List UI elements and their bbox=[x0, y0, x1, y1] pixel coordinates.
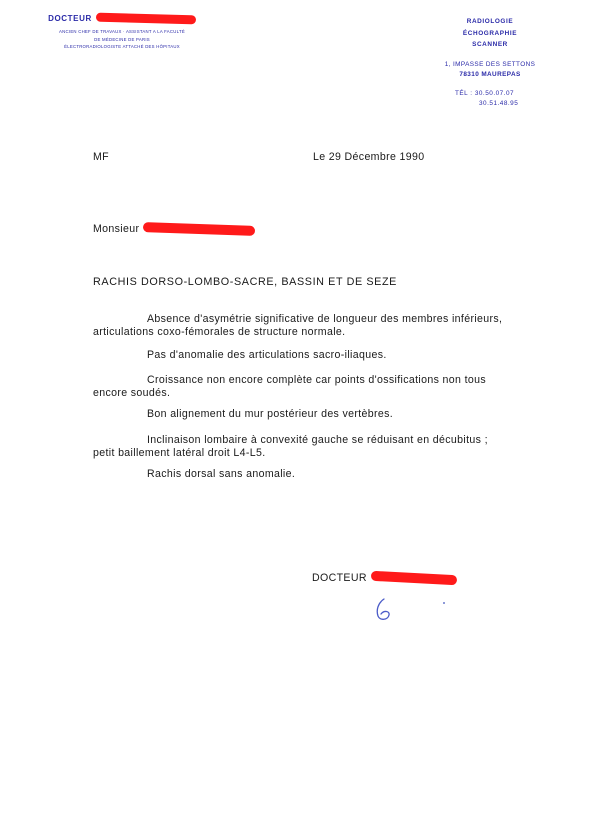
paragraph-line: Bon alignement du mur postérieur des vertèbres. bbox=[147, 408, 394, 420]
paragraph-line: Pas d'anomalie des articulations sacro-iliaques. bbox=[147, 349, 387, 361]
redacted-patient-name bbox=[143, 222, 255, 236]
paragraph-line: Rachis dorsal sans anomalie. bbox=[147, 468, 296, 480]
service-radiologie: RADIOLOGIE bbox=[466, 18, 514, 25]
paragraph-1 bbox=[93, 313, 502, 338]
paragraph-4 bbox=[93, 408, 393, 421]
salutation-line bbox=[93, 223, 255, 236]
paragraph-line: Croissance non encore complète car points d'ossifications non tous bbox=[147, 374, 486, 386]
paragraph-line: Absence d'asymétrie significative de longueur des membres inférieurs, bbox=[147, 313, 503, 325]
signature-line bbox=[312, 572, 457, 585]
ink-dot bbox=[443, 602, 445, 604]
salutation: Monsieur bbox=[93, 223, 140, 235]
doctor-label: DOCTEUR bbox=[48, 14, 92, 23]
redacted-signature-name bbox=[371, 571, 457, 585]
paragraph-line: Inclinaison lombaire à convexité gauche se réduisant en décubitus ; bbox=[147, 434, 488, 446]
phone-number-2: 30.51.48.95 bbox=[479, 100, 519, 107]
paragraph-2 bbox=[93, 349, 387, 362]
signature-label: DOCTEUR bbox=[312, 572, 367, 584]
letterhead-right bbox=[420, 16, 560, 80]
service-echographie: ÉCHOGRAPHIE bbox=[462, 29, 518, 37]
paragraph-line: encore soudés. bbox=[93, 386, 171, 399]
paragraph-6 bbox=[93, 468, 295, 481]
doctor-title-2: DE MÉDECINE DE PARIS bbox=[94, 36, 150, 42]
letterhead-left bbox=[32, 14, 212, 51]
service-scanner: SCANNER bbox=[472, 41, 508, 48]
address-street: 1, IMPASSE DES SETTONS bbox=[444, 60, 536, 68]
address-city: 78310 MAUREPAS bbox=[459, 70, 521, 78]
paragraph-line: petit baillement latéral droit L4-L5. bbox=[93, 446, 266, 459]
report-title: RACHIS DORSO-LOMBO-SACRE, BASSIN ET DE SEZE bbox=[93, 276, 397, 288]
phone-label: TÉL : bbox=[455, 90, 473, 97]
paragraph-5 bbox=[93, 434, 488, 459]
handwritten-signature-mark bbox=[370, 596, 400, 624]
letter-date: Le 29 Décembre 1990 bbox=[313, 151, 425, 163]
redacted-doctor-name bbox=[96, 13, 196, 25]
doctor-name-line bbox=[32, 14, 212, 23]
doctor-title-3: ÉLECTRORADIOLOGISTE ATTACHÉ DES HÔPITAUX bbox=[64, 44, 180, 49]
paragraph-3 bbox=[93, 374, 486, 399]
doctor-title-1: ANCIEN CHEF DE TRAVAUX · ASSISTANT A LA FACULTÉ bbox=[59, 29, 185, 34]
phone-number-1: 30.50.07.07 bbox=[474, 90, 515, 97]
initials: MF bbox=[93, 151, 109, 163]
paragraph-line: articulations coxo-fémorales de structure normale. bbox=[93, 325, 346, 338]
phone-line-1 bbox=[455, 89, 514, 99]
